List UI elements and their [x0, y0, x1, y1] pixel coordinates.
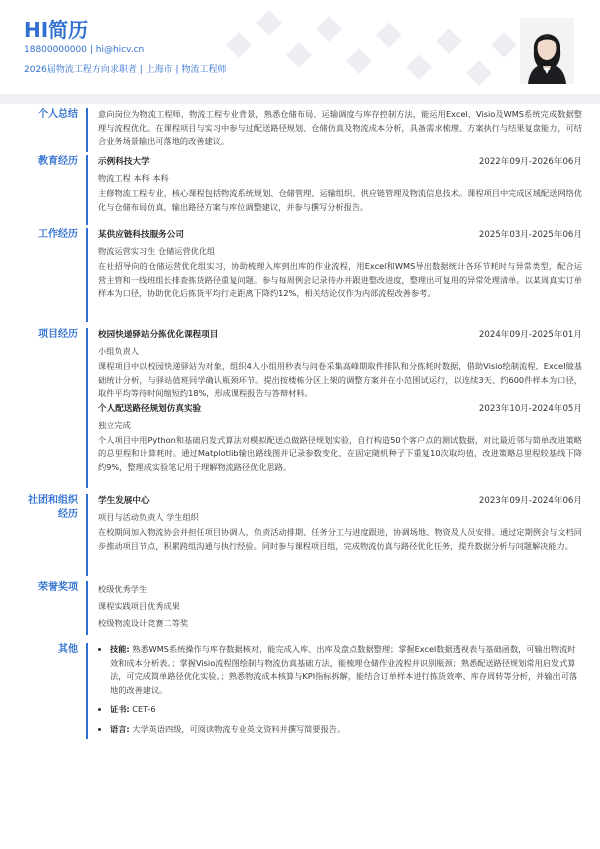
award-item: 校级优秀学生	[98, 584, 148, 594]
item-text: 大学英语四级，可阅读物流专业英文资料并撰写简要报告。	[129, 723, 346, 734]
entry-description: 主修物流工程专业，核心课程包括物流系统规划、仓储管理、运输组织、供应链管理及物流信息技术。课程项目中完成区域配送网络优化与仓储布局仿真，输出路径方案与库位调整建议，并参与撰写分析报告。	[98, 188, 582, 212]
section-title: 教育经历	[38, 156, 78, 167]
section-title: 其他	[58, 644, 78, 655]
entry-header	[98, 328, 582, 342]
item-label: 语言:	[110, 723, 130, 734]
contact-line	[24, 45, 144, 55]
job-target: 2026届物流工程方向求职者	[24, 65, 137, 75]
org-name: 学生发展中心	[98, 496, 150, 506]
entry-subtitle: 项目与活动负责人 学生组织	[98, 512, 199, 522]
date-range: 2025年03月-2025年06月	[478, 230, 582, 240]
org-name: 个人配送路径规划仿真实验	[98, 403, 202, 414]
award-item: 课程实践项目优秀成果	[98, 601, 180, 611]
list-item	[110, 703, 582, 717]
entry-subtitle: 独立完成	[98, 419, 131, 430]
section-body	[86, 155, 582, 225]
list-item	[110, 723, 582, 737]
header-divider	[0, 94, 600, 104]
entry-description: 个人项目中用Python和基础启发式算法对模拟配送点做路径规划实验，自行构造50个客户点的测试数据，对比最近邻与简单改进策略的总里程和计算耗时。通过Matplotlib输出路线图并记录参数变化，在固定随机种子下重复10次取均值，改进策略总里程较基线下降约9%，整理成实验笔记用于理解物流路径优化思路。	[98, 434, 582, 472]
org-name: 示例科技大学	[98, 157, 150, 167]
item-text: CET-6	[129, 704, 156, 714]
entry-header	[98, 494, 582, 508]
date-range: 2022年09月-2026年06月	[478, 157, 582, 167]
separator: |	[172, 65, 182, 75]
separator: |	[136, 65, 146, 75]
org-name: 校园快递驿站分拣优化课程项目	[98, 330, 219, 340]
section-title: 个人总结	[38, 109, 78, 120]
entry-description: 在社招导向的仓储运营优化组实习，协助梳理入库到出库的作业流程，用Excel和WMS导出数据统计各环节耗时与异常类型，配合运营主管和一线班组长排查拣货路径重复问题。参与每周例会记录待办并跟进整改进度，整理出可复用的异常处理清单。以某周真实订单样本为口径，协助优化后拣货平均行走距离下降约12%，相关结论仅作为内部流程改善参考。	[98, 261, 582, 298]
section-body	[86, 228, 582, 322]
section-body	[86, 581, 582, 635]
entry-subtitle: 小组负责人	[98, 346, 139, 356]
city: 上海市	[145, 65, 173, 75]
date-range: 2024年09月-2025年01月	[478, 330, 582, 340]
entry-subtitle: 物流工程 本科 本科	[98, 173, 169, 183]
date-range: 2023年09月-2024年06月	[478, 496, 582, 506]
profile-photo	[520, 18, 574, 84]
entry-description: 课程项目中以校园快递驿站为对象，组织4人小组用秒表与问卷采集高峰期取件排队和分拣耗时数据，借助Visio绘制流程、Excel做基础统计分析，与驿站值班同学确认瓶颈环节。提出按楼栋分区上架的调整方案并在小范围试运行，以连续3天、约600件样本为口径，取件平均等待时间缩短约18%，形成课程报告与答辩材料。	[98, 361, 582, 398]
header-decoration	[220, 6, 520, 86]
item-text: 熟悉WMS系统操作与库存数据核对，能完成入库、出库及盘点数据整理；掌握Excel数据透视表与基础函数，可输出物流时效和成本分析表。；掌握Visio流程图绘制与物流仿真基础方法，能梳理仓储作业流程并识别瓶颈；熟悉配送路径规划常用启发式算法，可完成简单路径优化实验。；熟悉物流成本核算与KPI指标拆解，能结合订单样本进行拣货效率、库存周转等分析，并输出可落地的改善建议。	[110, 644, 578, 695]
entry-header	[98, 402, 582, 416]
email: hi@hicv.cn	[95, 45, 145, 55]
phone: 18800000000	[24, 45, 87, 55]
other-list	[98, 643, 582, 736]
resume-header	[0, 0, 600, 104]
section-body	[86, 108, 582, 152]
entry-description: 在校期间加入物流协会并担任项目协调人，负责活动排期、任务分工与进度跟进，协调场地、物资及人员安排。通过定期例会与文档同步推动项目节点，积累跨组沟通与执行经验。同时参与课程项目组，完成物流仿真与路径优化任务，提升数据分析与问题解决能力。	[98, 527, 582, 551]
entry-subtitle: 物流运营实习生 仓储运营优化组	[98, 246, 216, 256]
award-item: 校级物流设计竞赛二等奖	[98, 618, 189, 628]
summary-text: 意向岗位为物流工程师，物流工程专业背景，熟悉仓储布局、运输调度与库存控制方法，能运用Excel、Visio及WMS系统完成数据整理与流程优化。在课程项目与实习中参与过配送路径规划、仓储仿真及物流成本分析，具备需求梳理、方案执行与结果复盘能力，可结合业务场景输出可落地的改善建议。	[98, 109, 582, 146]
item-label: 证书:	[110, 704, 130, 714]
section-title: 工作经历	[38, 229, 78, 240]
section-body	[86, 494, 582, 576]
desired-role: 物流工程师	[181, 65, 227, 75]
job-target-line	[24, 62, 226, 75]
entry-header	[98, 155, 582, 169]
separator: |	[87, 45, 96, 55]
section-title: 项目经历	[38, 329, 78, 340]
date-range: 2023年10月-2024年05月	[478, 403, 582, 414]
section-body	[86, 328, 582, 488]
section-body	[86, 643, 582, 739]
candidate-name: HI简历	[24, 18, 89, 42]
list-item	[110, 643, 582, 697]
org-name: 某供应链科技服务公司	[98, 230, 184, 240]
section-title: 荣誉奖项	[38, 582, 78, 593]
section-title: 社团和组织经历	[28, 495, 78, 520]
item-label: 技能:	[110, 644, 130, 654]
entry-header	[98, 228, 582, 242]
